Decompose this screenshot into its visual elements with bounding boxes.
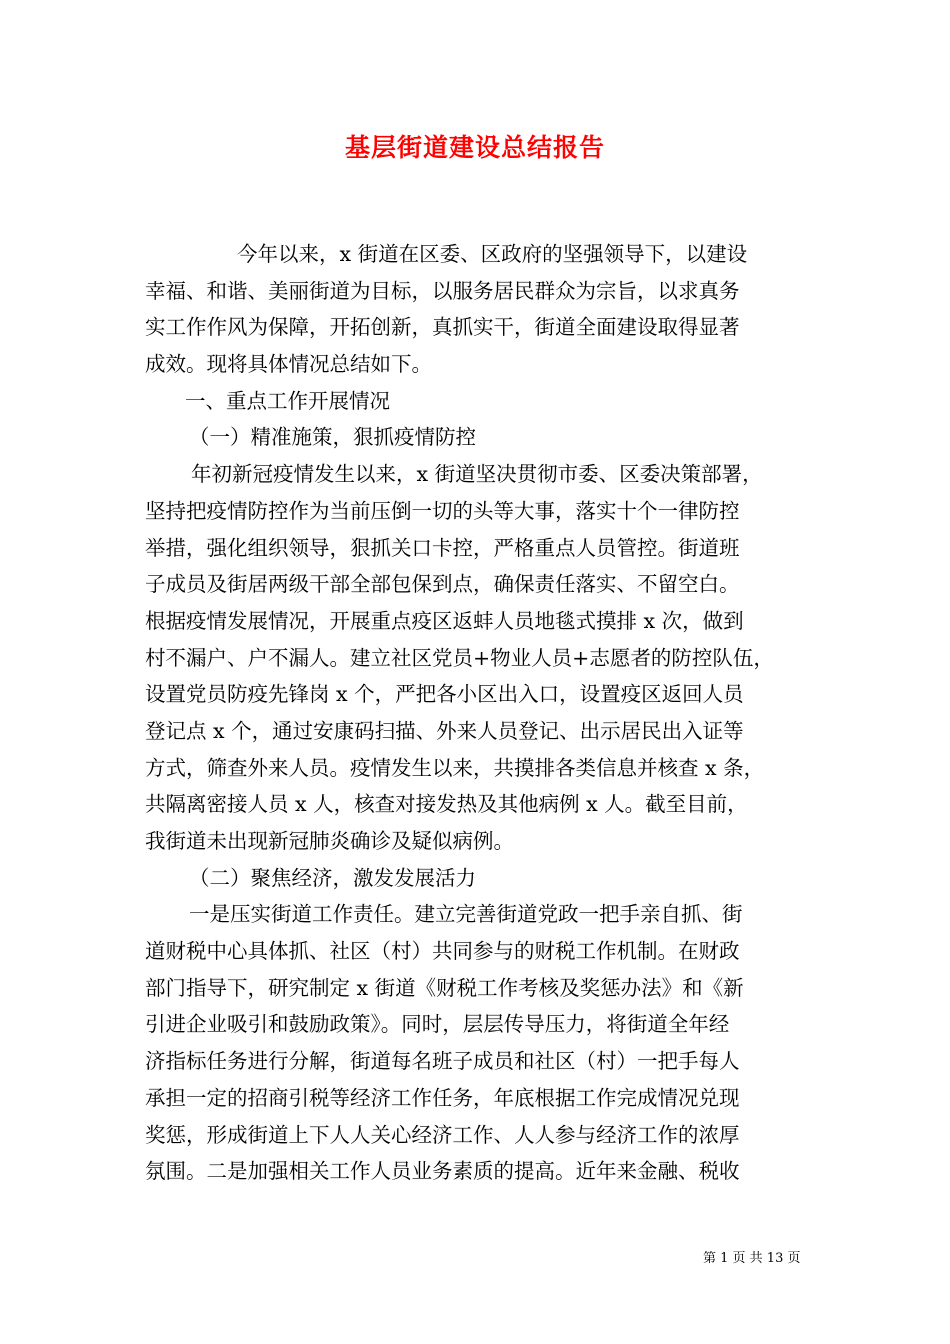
paragraph-line: 村不漏户、户不漏人。建立社区党员+物业人员+志愿者的防控队伍， [145,645,774,670]
paragraph-line: 设置党员防疫先锋岗 x 个，严把各小区出入口，设置疫区返回人员 [145,682,744,707]
paragraph-line: 成效。现将具体情况总结如下。 [145,352,432,377]
paragraph-line: 方式，筛查外来人员。疫情发生以来，共摸排各类信息并核查 x 条， [145,755,765,780]
paragraph-line: 部门指导下，研究制定 x 街道《财税工作考核及奖惩办法》和《新 [145,975,744,1000]
paragraph-line: 年初新冠疫情发生以来，x 街道坚决贯彻市委、区委决策部署， [191,462,763,487]
document-body [145,236,810,1190]
paragraph-line: 引进企业吸引和鼓励政策》。同时，层层传导压力，将街道全年经 [145,1012,730,1037]
paragraph-line: 奖惩，形成街道上下人人关心经济工作、人人参与经济工作的浓厚 [145,1122,740,1147]
paragraph-line: 今年以来，x 街道在区委、区政府的坚强领导下，以建设 [237,242,748,266]
paragraph-line: 道财税中心具体抓、社区（村）共同参与的财税工作机制。在财政 [145,939,740,964]
paragraph-line: 济指标任务进行分解，街道每名班子成员和社区（村）一把手每人 [145,1049,740,1074]
paragraph-line: 我街道未出现新冠肺炎确诊及疑似病例。 [145,829,514,853]
paragraph-line: 实工作作风为保障，开拓创新，真抓实干，街道全面建设取得显著 [145,315,740,340]
paragraph-line: 幸福、和谐、美丽街道为目标，以服务居民群众为宗旨，以求真务 [145,278,740,303]
paragraph-line: 承担一定的招商引税等经济工作任务，年底根据工作完成情况兑现 [145,1085,740,1110]
paragraph-line: 登记点 x 个，通过安康码扫描、外来人员登记、出示居民出入证等 [145,718,744,743]
paragraph-line: 根据疫情发展情况，开展重点疫区返蚌人员地毯式摸排 x 次，做到 [145,608,744,633]
subsection-heading: （一）精准施策，狠抓疫情防控 [189,425,476,450]
paragraph-line: 氛围。二是加强相关工作人员业务素质的提高。近年来金融、税收 [145,1159,740,1184]
page-title: 基层街道建设总结报告 [344,133,605,162]
section-heading: 一、重点工作开展情况 [185,388,390,413]
paragraph-line: 子成员及街居两级干部全部包保到点，确保责任落实、不留空白。 [145,572,740,597]
subsection-heading: （二）聚焦经济，激发发展活力 [189,865,476,890]
page-footer: 第 1 页 共 13 页 [703,1251,801,1266]
paragraph-line: 一是压实街道工作责任。建立完善街道党政一把手亲自抓、街 [189,902,743,927]
paragraph-line: 举措，强化组织领导，狠抓关口卡控，严格重点人员管控。街道班 [145,535,740,560]
paragraph-line: 坚持把疫情防控作为当前压倒一切的头等大事，落实十个一律防控 [145,498,740,523]
paragraph-line: 共隔离密接人员 x 人，核查对接发热及其他病例 x 人。截至目前， [145,792,748,817]
